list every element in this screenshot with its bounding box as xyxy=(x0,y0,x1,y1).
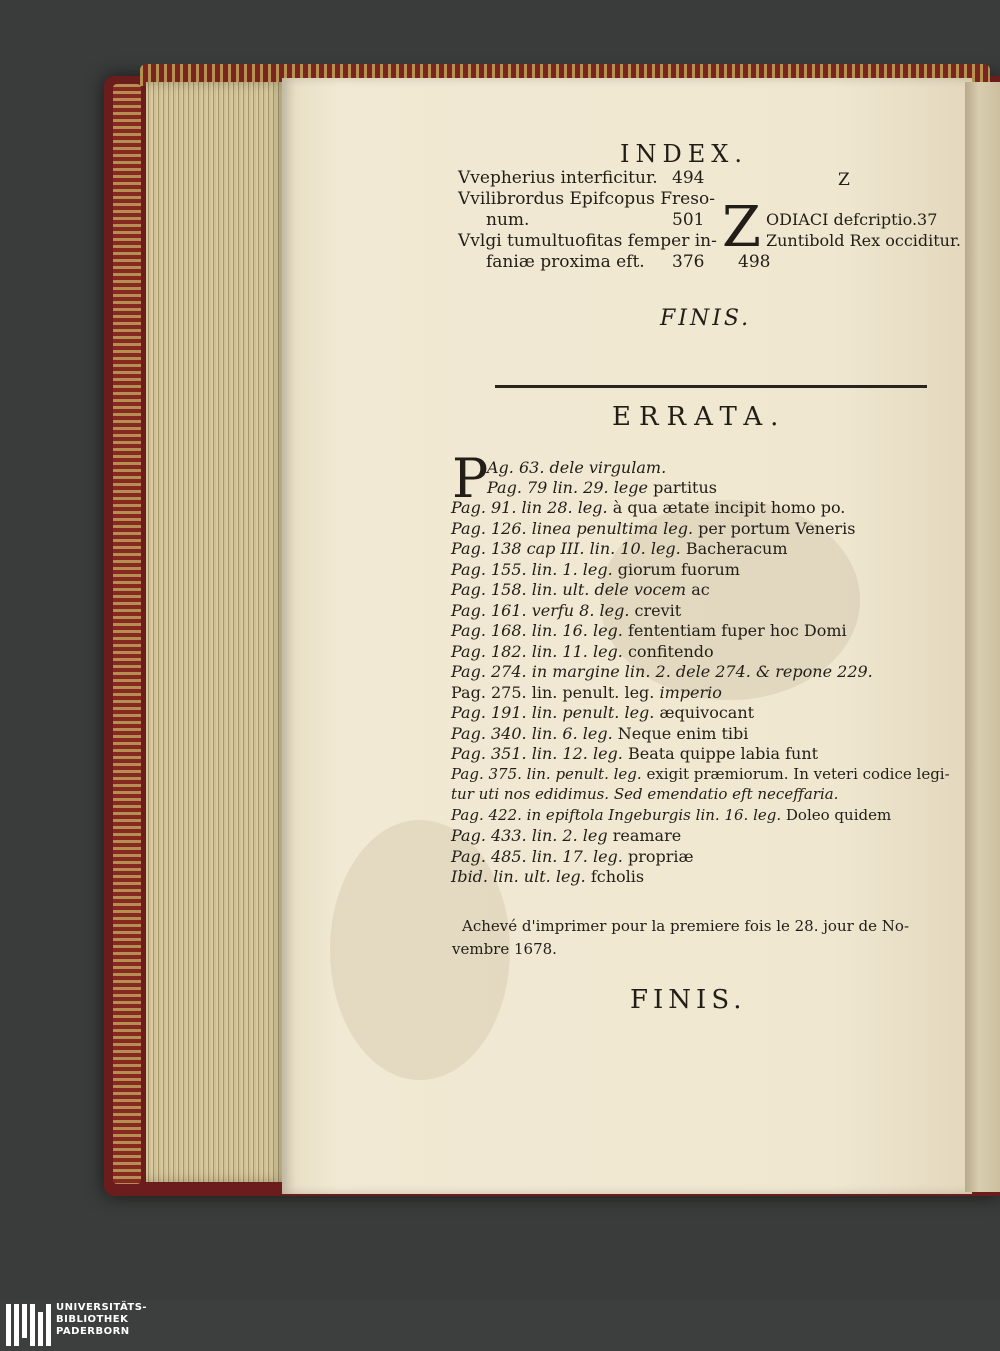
index-entry: Zuntibold Rex occiditur. xyxy=(766,231,961,250)
errata-line: Pag. 351. lin. 12. leg. Beata quippe labia funt xyxy=(451,744,819,763)
errata-line: Pag. 79 lin. 29. lege partitus xyxy=(487,478,717,497)
colophon-line: vembre 1678. xyxy=(452,940,557,958)
errata-line: Pag. 168. lin. 16. leg. fententiam fuper hoc Domi xyxy=(451,621,847,640)
errata-line: Pag. 155. lin. 1. leg. giorum fuorum xyxy=(451,560,740,579)
errata-line: Pag. 485. lin. 17. leg. propriæ xyxy=(451,847,694,866)
errata-title: ERRATA. xyxy=(612,402,787,432)
index-entry: faniæ proxima eft. xyxy=(486,252,645,272)
errata-line: tur uti nos edidimus. Sed emendatio eft neceffaria. xyxy=(451,785,839,803)
errata-line: Pag. 138 cap III. lin. 10. leg. Bacheracum xyxy=(451,539,788,558)
index-entry: ODIACI defcriptio.37 xyxy=(766,210,938,229)
section-rule xyxy=(495,385,927,388)
index-entry: Vvepherius interficitur. xyxy=(458,168,658,188)
index-page-number: 494 xyxy=(672,168,705,188)
colophon-line: Achevé d'imprimer pour la premiere fois le 28. jour de No- xyxy=(462,917,910,935)
errata-line: Ibid. lin. ult. leg. fcholis xyxy=(451,867,645,886)
index-section-letter: Z xyxy=(838,170,850,190)
index-entry: num. xyxy=(486,210,530,230)
footer-line: BIBLIOTHEK xyxy=(56,1314,129,1325)
errata-line: Ag. 63. dele virgulam. xyxy=(487,458,667,477)
errata-line: Pag. 91. lin 28. leg. à qua ætate incipit homo po. xyxy=(451,498,846,517)
index-page-number: 501 xyxy=(672,210,705,230)
index-entry: Vvilibrordus Epifcopus Freso- xyxy=(458,189,715,209)
spine-gilt-border xyxy=(113,84,141,1184)
errata-line: Pag. 161. verfu 8. leg. crevit xyxy=(451,601,682,620)
final-finis: FINIS. xyxy=(630,985,747,1015)
footer-line: PADERBORN xyxy=(56,1326,130,1337)
footer-line: UNIVERSITÄTS- xyxy=(56,1302,148,1313)
library-footer xyxy=(0,1300,1000,1351)
page-edges xyxy=(146,82,288,1182)
errata-line: Pag. 340. lin. 6. leg. Neque enim tibi xyxy=(451,724,749,743)
errata-line: Pag. 158. lin. ult. dele vocem ac xyxy=(451,580,710,599)
index-finis: FINIS. xyxy=(660,306,752,331)
errata-line: Pag. 126. linea penultima leg. per portum Veneris xyxy=(451,519,856,538)
index-page-number: 376 xyxy=(672,252,705,272)
index-page-number: 498 xyxy=(738,252,771,272)
index-initial: Z xyxy=(722,195,761,260)
errata-line: Pag. 375. lin. penult. leg. exigit præmiorum. In veteri codice legi- xyxy=(451,765,950,783)
errata-line: Pag. 422. in epiftola Ingeburgis lin. 16. leg. Doleo quidem xyxy=(451,806,892,824)
errata-line: Pag. 274. in margine lin. 2. dele 274. & repone 229. xyxy=(451,662,873,681)
facing-page-edge xyxy=(965,82,1000,1192)
errata-line: Pag. 275. lin. penult. leg. imperio xyxy=(451,683,722,702)
errata-line: Pag. 433. lin. 2. leg reamare xyxy=(451,826,682,845)
errata-line: Pag. 191. lin. penult. leg. æquivocant xyxy=(451,703,755,722)
index-header: INDEX. xyxy=(620,140,748,168)
errata-drop-cap: P xyxy=(452,447,489,510)
errata-line: Pag. 182. lin. 11. leg. confitendo xyxy=(451,642,714,661)
library-logo-icon xyxy=(6,1304,50,1348)
index-entry: Vvlgi tumultuofitas femper in- xyxy=(458,231,717,251)
